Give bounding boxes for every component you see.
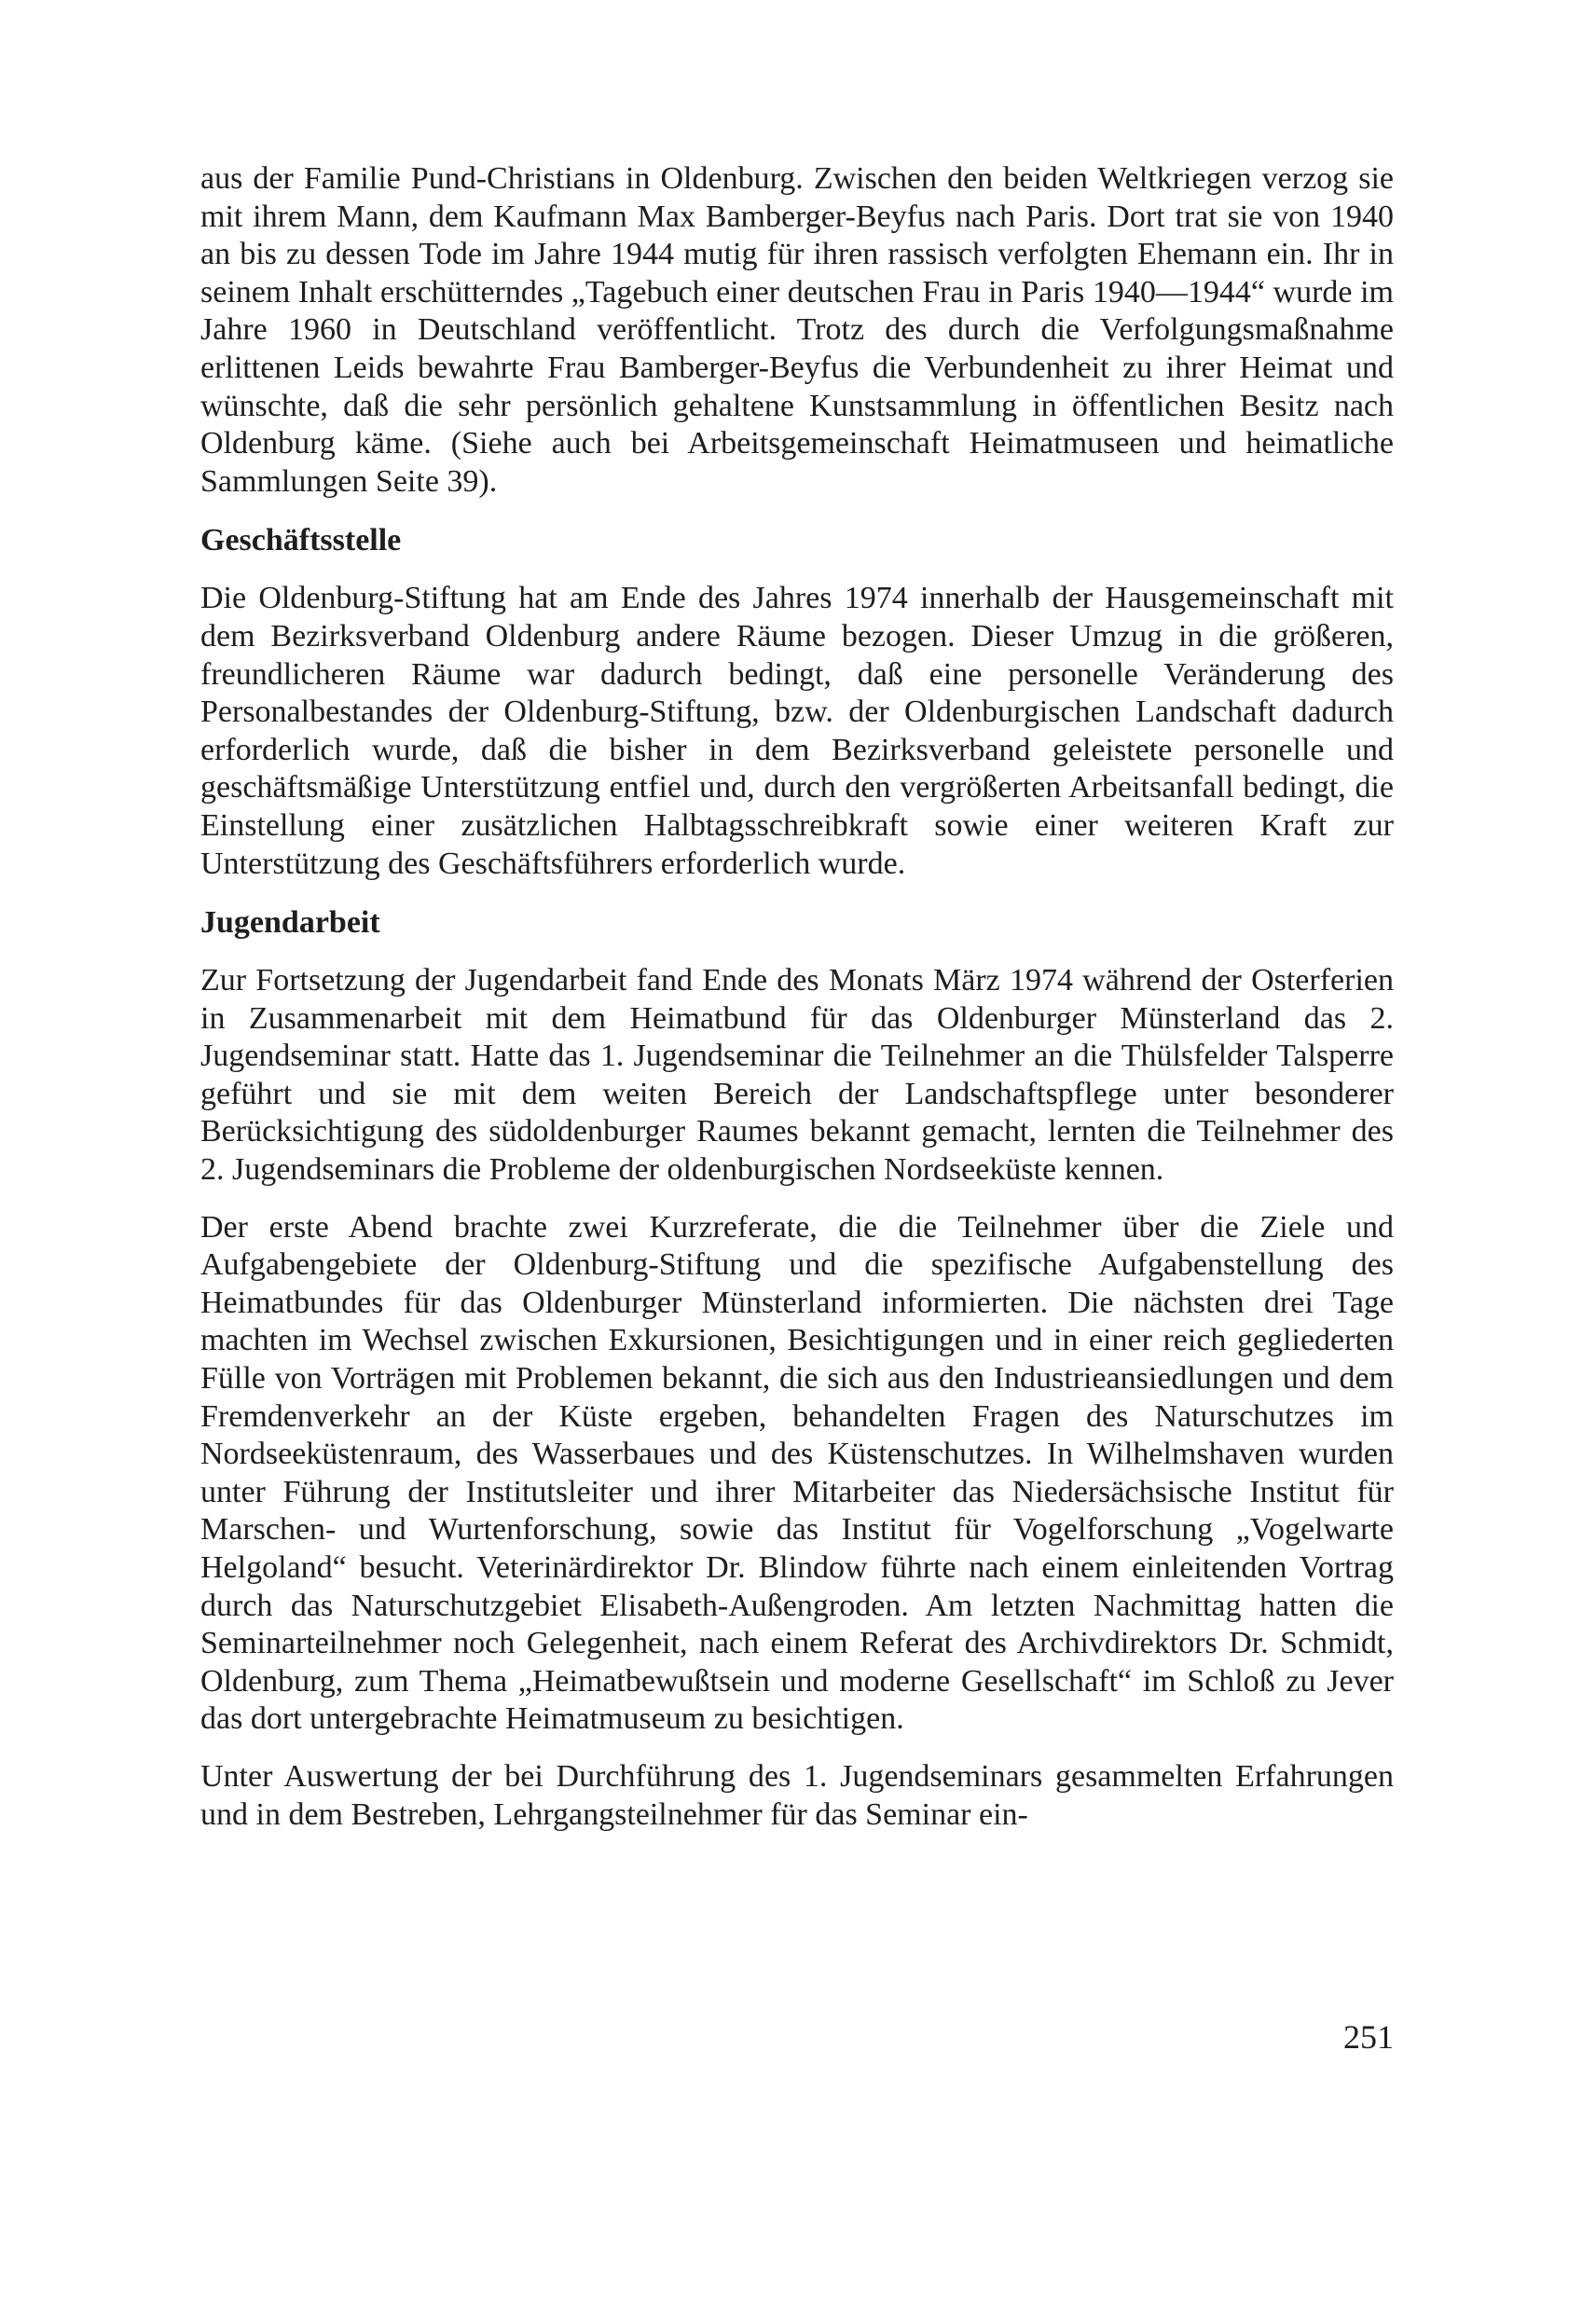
page-number: 251 [1343, 2018, 1394, 2056]
intro-paragraph: aus der Familie Pund-Christians in Oldenburg. Zwischen den beiden Weltkriegen verzog sie mit ihrem Mann, dem Kaufmann Max Bamberger-Beyfus nach Paris. Dort trat sie von 1940 an bis zu dessen Tode im Jahre 1944 mutig für ihren rassisch verfolgten Ehemann ein. Ihr in seinem Inhalt erschütterndes „Tagebuch einer deutschen Frau in Paris 1940—1944“ wurde im Jahre 1960 in Deutschland veröffentlicht. Trotz des durch die Verfolgungsmaßnahme erlittenen Leids bewahrte Frau Bamberger-Beyfus die Verbundenheit zu ihrer Heimat und wünschte, daß die sehr persönlich gehaltene Kunstsammlung in öffentlichen Besitz nach Oldenburg käme. (Siehe auch bei Arbeitsgemeinschaft Heimatmuseen und heimatliche Sammlungen Seite 39). [200, 161, 1394, 499]
jugendarbeit-paragraph-2: Der erste Abend brachte zwei Kurzreferate, die die Teilnehmer über die Ziele und Aufgabengebiete der Oldenburg-Stiftung und die spezifische Aufgabenstellung des Heimatbundes für das Oldenburger Münsterland informierten. Die nächsten drei Tage machten im Wechsel zwischen Exkursionen, Besichtigungen und in einer reich gegliederten Fülle von Vorträgen mit Problemen bekannt, die sich aus den Industrieansiedlungen und dem Fremdenverkehr an der Küste ergeben, behandelten Fragen des Naturschutzes im Nordseeküstenraum, des Wasserbaues und des Küstenschutzes. In Wilhelmshaven wurden unter Führung der Institutsleiter und ihrer Mitarbeiter das Niedersächsische Institut für Marschen- und Wurtenforschung, sowie das Institut für Vogelforschung „Vogelwarte Helgoland“ besucht. Veterinärdirektor Dr. Blindow führte nach einem einleitenden Vortrag durch das Naturschutzgebiet Elisabeth-Außengroden. Am letzten Nachmittag hatten die Seminarteilnehmer noch Gelegenheit, nach einem Referat des Archivdirektors Dr. Schmidt, Oldenburg, zum Thema „Heimatbewußtsein und moderne Gesellschaft“ im Schloß zu Jever das dort untergebrachte Heimatmuseum zu besichtigen. [200, 1209, 1394, 1737]
jugendarbeit-paragraph-1: Zur Fortsetzung der Jugendarbeit fand Ende des Monats März 1974 während der Osterferien in Zusammenarbeit mit dem Heimatbund für das Oldenburger Münsterland das 2. Jugendseminar statt. Hatte das 1. Jugendseminar die Teilnehmer an die Thülsfelder Talsperre geführt und sie mit dem weiten Bereich der Landschaftspflege unter besonderer Berücksichtigung des südoldenburger Raumes bekannt gemacht, lernten die Teilnehmer des 2. Jugendseminars die Probleme der oldenburgischen Nordseeküste kennen. [200, 963, 1394, 1188]
document-page [200, 160, 1394, 1834]
geschaeftsstelle-paragraph: Die Oldenburg-Stiftung hat am Ende des Jahres 1974 innerhalb der Hausgemeinschaft mit dem Bezirksverband Oldenburg andere Räume bezogen. Dieser Umzug in die größeren, freundlicheren Räume war dadurch bedingt, daß eine personelle Veränderung des Personalbestandes der Oldenburg-Stiftung, bzw. der Oldenburgischen Landschaft dadurch erforderlich wurde, daß die bisher in dem Bezirksverband geleistete personelle und geschäftsmäßige Unterstützung entfiel und, durch den vergrößerten Arbeitsanfall bedingt, die Einstellung einer zusätzlichen Halbtagsschreibkraft sowie einer weiteren Kraft zur Unterstützung des Geschäftsführers erforderlich wurde. [200, 581, 1394, 881]
section-heading-geschaeftsstelle: Geschäftsstelle [200, 523, 402, 558]
jugendarbeit-paragraph-3: Unter Auswertung der bei Durchführung des 1. Jugendseminars gesammelten Erfahrungen und in dem Bestreben, Lehrgangsteilnehmer für das Seminar ein- [200, 1758, 1394, 1832]
section-heading-jugendarbeit: Jugendarbeit [200, 905, 380, 941]
